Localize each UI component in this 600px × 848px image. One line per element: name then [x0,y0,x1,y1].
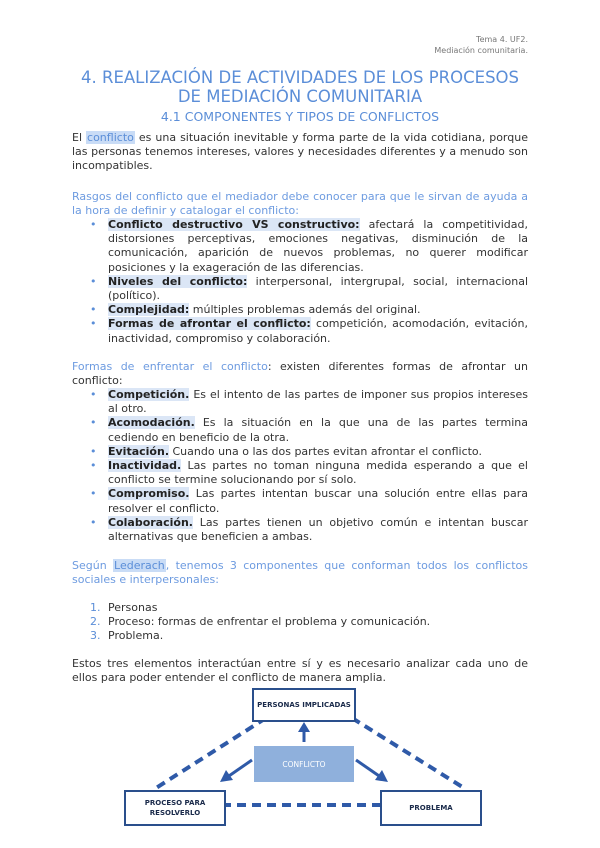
title-line-1: 4. REALIZACIÓN DE ACTIVIDADES DE LOS PROCESOS [81,68,519,87]
highlight-lederach: Lederach [114,559,165,572]
dashed-line-top-left [156,718,266,788]
list-item: • Compromiso. Las partes intentan buscar una solución entre ellas para resolver el conflicto. [90,487,528,515]
list-item: 3. Problema. [90,629,164,643]
lederach-paragraph: Según Lederach, tenemos 3 componentes que conforman todos los conflictos sociales e interpersonales: [72,559,528,587]
header-subject: Mediación comunitaria. [434,46,528,55]
box-personas: PERSONAS IMPLICADAS [252,688,356,722]
intro-paragraph: El conflicto es una situación inevitable y forma parte de la vida cotidiana, porque las personas tenemos intereses, valores y necesidades diferentes y a menudo son incompatibles. [72,131,528,173]
rasgos-list [90,218,528,346]
list-item: • Acomodación. Es la situación en la que una de las partes termina cediendo en beneficio de la otra. [90,416,528,444]
box-proceso: PROCESO PARA RESOLVERLO [124,790,226,826]
closing-paragraph: Estos tres elementos interactúan entre sí y es necesario analizar cada uno de ellos para poder entender el conflicto de manera amplia. [72,657,528,685]
list-item: 2. Proceso: formas de enfrentar el problema y comunicación. [90,615,431,629]
list-item: • Competición. Es el intento de las partes de imponer sus propios intereses al otro. [90,388,528,416]
box-problema: PROBLEMA [380,790,482,826]
box-conflicto: CONFLICTO [254,746,354,782]
list-item: • Conflicto destructivo VS constructivo: afectará la competitividad, distorsiones perceptivas, emociones negativas, disminución de la comunicación, aparición de nuevos problemas, no querer modificar posiciones y la exageración de las diferencias. [90,218,528,275]
conflict-diagram [118,688,490,838]
list-item: • Formas de afrontar el conflicto: competición, acomodación, evitación, inactividad, compromiso y colaboración. [90,317,528,345]
header-topic: Tema 4. UF2. [476,35,528,44]
arrow-up-head [298,722,310,732]
highlight-conflicto: conflicto [87,131,134,144]
dashed-line-top-right [352,718,464,788]
list-item: • Complejidad: múltiples problemas además del original. [90,303,528,317]
arrow-left [226,760,252,778]
page-title [60,68,540,106]
list-item: • Evitación. Cuando una o las dos partes evitan afrontar el conflicto. [90,445,528,459]
rasgos-heading: Rasgos del conflicto que el mediador debe conocer para que le sirvan de ayuda a la hora de definir y catalogar el conflicto: [72,190,528,218]
section-subtitle: 4.1 COMPONENTES Y TIPOS DE CONFLICTOS [160,109,440,124]
list-item: • Colaboración. Las partes tienen un objetivo común e intentan buscar alternativas que beneficien a ambas. [90,516,528,544]
title-line-2: DE MEDIACIÓN COMUNITARIA [177,87,423,106]
list-item: • Niveles del conflicto: interpersonal, intergrupal, social, internacional (político). [90,275,528,303]
formas-intro: Formas de enfrentar el conflicto: existen diferentes formas de afrontar un conflicto: [72,360,528,388]
components-list [90,601,528,644]
arrow-right [356,760,382,778]
list-item: 1. Personas [90,601,158,614]
list-item: • Inactividad. Las partes no toman ninguna medida esperando a que el conflicto se termine solucionando por sí solo. [90,459,528,487]
formas-list [90,388,528,544]
page-header [434,34,528,56]
